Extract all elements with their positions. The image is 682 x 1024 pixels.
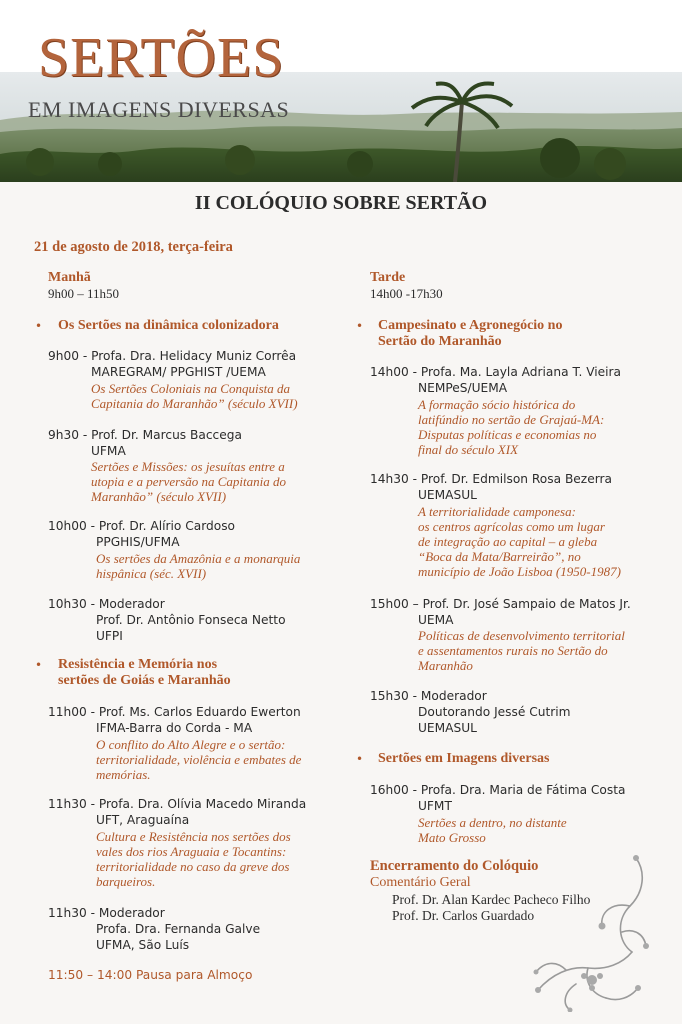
talk-title: Sertões a dentro, no distante: [418, 815, 567, 830]
talk-title: utopia e a perversão na Capitania do: [91, 474, 286, 489]
talk-time-speaker: 15h00 – Prof. Dr. José Sampaio de Matos Jr.: [370, 597, 631, 611]
bullet-icon: •: [35, 319, 43, 333]
banner-title-sub: EM IMAGENS DIVERSAS: [28, 97, 290, 122]
talk-affiliation: UFMT: [418, 799, 452, 813]
talk-title: Os Sertões Coloniais na Conquista da: [91, 381, 290, 396]
header-banner: [0, 0, 682, 182]
talk-title: Os sertões da Amazônia e a monarquia: [96, 551, 301, 566]
talk-affiliation: UFMA: [91, 444, 126, 458]
moderator-line: 15h30 - Moderador: [370, 689, 487, 703]
talk-title: territorialidade no caso da greve dos: [96, 859, 290, 874]
talk-time-speaker: 9h30 - Prof. Dr. Marcus Baccega: [48, 428, 242, 442]
event-date: 21 de agosto de 2018, terça-feira: [34, 239, 233, 255]
talk-title: Políticas de desenvolvimento territorial: [418, 628, 625, 643]
talk-title: A formação sócio histórica do: [418, 397, 576, 412]
talk-time-speaker: 11h00 - Prof. Ms. Carlos Eduardo Ewerton: [48, 705, 301, 719]
closing-commentator: Prof. Dr. Carlos Guardado: [392, 908, 535, 923]
moderator-line: 11h30 - Moderador: [48, 906, 165, 920]
banner-title-main: SERTÕES: [38, 27, 285, 89]
talk-title: Maranhão” (século XVII): [91, 489, 227, 504]
talk-affiliation: PPGHIS/UFMA: [96, 535, 180, 549]
afternoon-label: Tarde: [370, 270, 406, 285]
talk-time-speaker: 11h30 - Profa. Dra. Olívia Macedo Miranda: [48, 797, 307, 811]
moderator-affiliation: UEMASUL: [418, 721, 477, 735]
talk-title: Capitania do Maranhão” (século XVII): [91, 396, 298, 411]
morning-label: Manhã: [48, 270, 91, 285]
section-title-resistencia-2: sertões de Goiás e Maranhão: [58, 673, 231, 688]
bullet-icon: •: [356, 752, 364, 766]
section-title-campesinato-2: Sertão do Maranhão: [378, 334, 502, 349]
talk-affiliation: MAREGRAM/ PPGHIST /UEMA: [91, 365, 266, 379]
talk-affiliation: UFT, Araguaína: [96, 813, 190, 827]
talk-title: Disputas políticas e economias no: [418, 427, 597, 442]
talk-title: de integração ao capital – a gleba: [418, 534, 598, 549]
talk-title: Cultura e Resistência nos sertões dos: [96, 829, 291, 844]
closing-title: Encerramento do Colóquio: [370, 858, 539, 874]
talk-time-speaker: 16h00 - Profa. Dra. Maria de Fátima Costa: [370, 783, 626, 797]
talk-title: Sertões e Missões: os jesuítas entre a: [91, 459, 285, 474]
talk-title: memórias.: [96, 767, 151, 782]
talk-time-speaker: 9h00 - Profa. Dra. Helidacy Muniz Corrêa: [48, 349, 297, 363]
closing-subtitle: Comentário Geral: [370, 875, 471, 890]
moderator-line: 10h30 - Moderador: [48, 597, 165, 611]
afternoon-time: 14h00 -17h30: [370, 286, 443, 301]
section-title-campesinato: Campesinato e Agronegócio no: [378, 318, 563, 333]
bullet-icon: •: [356, 319, 364, 333]
talk-affiliation: UEMASUL: [418, 488, 477, 502]
talk-time-speaker: 10h00 - Prof. Dr. Alírio Cardoso: [48, 519, 236, 533]
talk-title: A territorialidade camponesa:: [418, 504, 576, 519]
floral-ornament-icon: [526, 852, 656, 1012]
talk-affiliation: IFMA-Barra do Corda - MA: [96, 721, 253, 735]
talk-title: vales dos rios Araguaia e Tocantins:: [96, 844, 287, 859]
bullet-icon: •: [35, 658, 43, 672]
moderator-name: Profa. Dra. Fernanda Galve: [96, 922, 261, 936]
morning-time: 9h00 – 11h50: [48, 286, 120, 301]
talk-title: latifúndio no sertão de Grajaú-MA:: [418, 412, 605, 427]
section-title-imagens: Sertões em Imagens diversas: [378, 751, 550, 766]
talk-title: hispânica (séc. XVII): [96, 566, 207, 581]
moderator-affiliation: UFPI: [96, 629, 123, 643]
talk-title: O conflito do Alto Alegre e o sertão:: [96, 737, 286, 752]
talk-title: territorialidade, violência e embates de: [96, 752, 302, 767]
closing-commentator: Prof. Dr. Alan Kardec Pacheco Filho: [392, 892, 591, 907]
talk-affiliation: NEMPeS/UEMA: [418, 381, 508, 395]
talk-title: barqueiros.: [96, 874, 156, 889]
talk-title: Maranhão: [418, 658, 473, 673]
talk-title: e assentamentos rurais no Sertão do: [418, 643, 608, 658]
lunch-break: 11:50 – 14:00 Pausa para Almoço: [48, 968, 253, 982]
talk-title: Mato Grosso: [418, 830, 486, 845]
moderator-affiliation: UFMA, São Luís: [96, 938, 190, 952]
talk-title: “Boca da Mata/Barreirão”, no: [418, 549, 581, 564]
moderator-name: Prof. Dr. Antônio Fonseca Netto: [96, 613, 286, 627]
talk-affiliation: UEMA: [418, 613, 454, 627]
section-title-colonizadora: Os Sertões na dinâmica colonizadora: [58, 318, 279, 333]
talk-time-speaker: 14h30 - Prof. Dr. Edmilson Rosa Bezerra: [370, 472, 612, 486]
talk-time-speaker: 14h00 - Profa. Ma. Layla Adriana T. Vieira: [370, 365, 622, 379]
page-heading: II COLÓQUIO SOBRE SERTÃO: [194, 192, 488, 214]
talk-title: os centros agrícolas como um lugar: [418, 519, 605, 534]
talk-title: final do século XIX: [418, 442, 519, 457]
moderator-name: Doutorando Jessé Cutrim: [418, 705, 571, 719]
section-title-resistencia: Resistência e Memória nos: [58, 657, 218, 672]
talk-title: município de João Lisboa (1950-1987): [418, 564, 621, 579]
